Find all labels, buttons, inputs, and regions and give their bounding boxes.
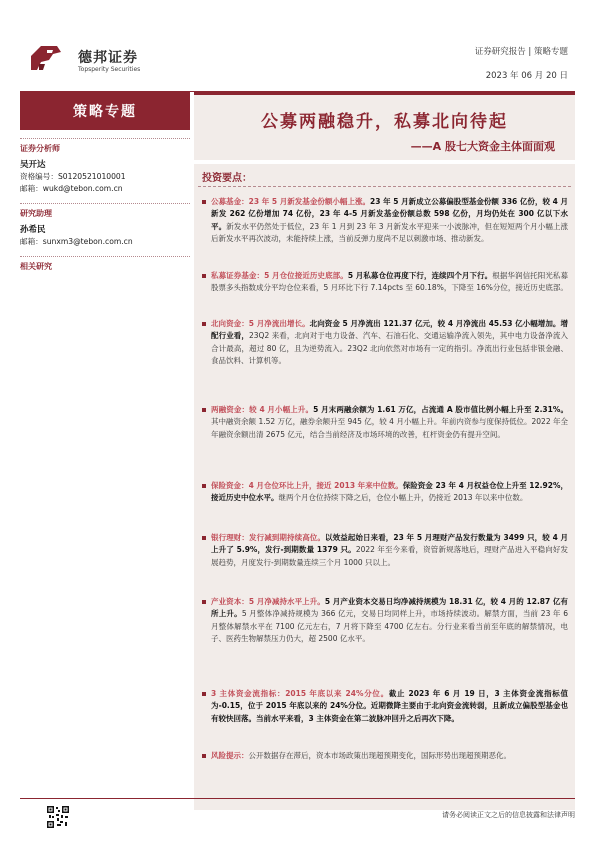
- bullet-icon: [202, 484, 206, 488]
- point-text: 新发水平仍然处于低位，23 年 1 月到 23 年 3 月新发水平迎来一小波脉冲，但在短短两个月小幅上涨后新发水平再次波动，未能持续上涨，当前反弹力度尚不足以刺激市场、推动新发。: [211, 221, 568, 243]
- point-text: 根据华润信托阳光私募股票多头指数成分平均仓位来看，5 月环比下行 7.14pcts 至 60.18%，下降至 16%分位，接近历史底部。: [211, 271, 568, 293]
- point-item: [202, 480, 568, 505]
- report-date: 2023 年 06 月 20 日: [485, 71, 568, 81]
- point-highlight: 公募基金：23 年 5 月新发基金份额小幅上涨。: [211, 197, 371, 206]
- related-section: [20, 256, 190, 272]
- point-item: [202, 750, 568, 762]
- analyst-name: 吴开达: [20, 160, 46, 170]
- sidebar-title-box: [20, 92, 190, 130]
- point-emphasis: 截止 2023 年 6 月 19 日，3 主体资金流指标值为-0.15，位于 2015 年底以来的 24%分位。近期微降主要由于北向资金流转弱，且新成立偏股型基金也有较快回落。当前水平来看，3 主体资金在第二波脉冲回升之后再次下降。: [211, 689, 568, 723]
- bullet-icon: [202, 692, 206, 696]
- logo-english-name: Topsperity Securities: [78, 66, 141, 73]
- point-item: [202, 196, 568, 245]
- point-highlight: 风险提示：: [211, 751, 249, 760]
- assistant-heading: 研究助理: [20, 209, 52, 218]
- point-text: 23Q2 来看，北向对于电力设备、汽车、石油石化、交通运输净流入领先，其中电力设备净流入合计最高，超过 80 亿，且为逆势流入。23Q2 北向依然对市场有一定的指引。净流出行业包括非银金融、食品饮料、计算机等。: [211, 331, 568, 365]
- bullet-icon: [202, 200, 206, 204]
- point-text: 其中融资余额 1.52 万亿，融券余额升至 945 亿，较 4 月小幅上升。年前内资参与度保持低位。2022 年全年融资余额出清 2675 亿元，结合当前经济及市场环境的改善，杠杆资金仍有提升空间。: [211, 417, 568, 439]
- point-item: [202, 318, 568, 367]
- point-highlight: 私募证券基金：5 月仓位接近历史底部。: [211, 271, 348, 280]
- point-item: [202, 688, 568, 725]
- point-text: 2022 年至今来看，资管新规落地后，理财产品进入平稳向好发展趋势，月度发行-到期数量连续三个月 1000 只以上。: [211, 545, 568, 567]
- points-heading: 投资要点：: [202, 173, 252, 184]
- analyst-heading: 证券分析师: [20, 144, 60, 153]
- point-highlight: 两融资金：较 4 月小幅上升。: [211, 405, 314, 414]
- footer-divider: [20, 798, 575, 799]
- point-emphasis: 5 月末两融余额为 1.61 万亿，占流通 A 股市值比例小幅上升至 2.31%。: [313, 405, 568, 414]
- title-band: [194, 92, 575, 160]
- point-highlight: 3 主体资金流指标：2015 年底以来 24%分位。: [211, 689, 389, 698]
- assistant-name: 孙希民: [20, 225, 46, 235]
- point-emphasis: 以效益起始日来看，23 年 5 月理财产品发行数量为 3499 只，较 4 月上升了 5.9%，发行-到期数量 1379 只。: [211, 533, 569, 555]
- bullet-icon: [202, 600, 206, 604]
- point-item: [202, 270, 568, 295]
- point-emphasis: 5 月私募仓位再度下行，连续四个月下行。: [347, 271, 493, 280]
- bullet-icon: [202, 322, 206, 326]
- bullet-icon: [202, 536, 206, 540]
- analyst-cert: 资格编号：S0120521010001: [20, 172, 126, 181]
- point-item: [202, 404, 568, 441]
- sidebar: [20, 92, 190, 810]
- bullet-icon: [202, 274, 206, 278]
- qr-code-icon: [46, 805, 70, 829]
- main-title: 公募两融稳升，私募北向待起: [261, 112, 508, 132]
- sidebar-title: 策略专题: [73, 104, 137, 120]
- points-divider: [198, 186, 571, 187]
- assistant-section: [20, 203, 190, 248]
- point-highlight: 银行理财：发行减到期持续高位。: [211, 533, 325, 542]
- investment-points: [194, 164, 575, 810]
- point-emphasis: 5 月产业资本交易日均净减持规模为 18.31 亿，较 4 月的 12.87 亿有所上升。: [211, 597, 568, 619]
- assistant-email: 邮箱：sunxm3@tebon.com.cn: [20, 237, 133, 246]
- bullet-icon: [202, 754, 206, 758]
- bullet-icon: [202, 408, 206, 412]
- point-highlight: 北向资金：5 月净流出增长。: [211, 319, 310, 328]
- sub-title: ——A 股七大资金主体面面观: [410, 140, 555, 153]
- point-item: [202, 532, 568, 569]
- report-header: [20, 38, 575, 88]
- logo-chinese-name: 德邦证券: [78, 50, 138, 66]
- point-highlight: 产业资本：5 月净减持水平上升。: [211, 597, 325, 606]
- point-text: 公开数据存在滞后，资本市场政策出现超预期变化，国际形势出现超预期恶化。: [248, 751, 511, 760]
- main-content: [194, 92, 575, 760]
- point-emphasis: 北向资金 5 月净流出 121.37 亿元，较 4 月净流出 45.53 亿小幅增加。增配行业看，: [211, 319, 568, 341]
- point-highlight: 保险资金：4 月仓位环比上升，接近 2013 年来中位数。: [211, 481, 403, 490]
- point-emphasis: 23 年 5 月新成立公募偏股型基金份额 336 亿份，较 4 月新发 262 亿份增加 74 亿份，23 年 4-5 月新发基金份额总数 598 亿份，月均仍处在 300 亿以下水平。: [211, 197, 568, 231]
- related-heading: 相关研究: [20, 262, 52, 271]
- tebon-logo-icon: [27, 42, 65, 74]
- analyst-section: [20, 138, 190, 195]
- footer-disclaimer: 请务必阅读正文之后的信息披露和法律声明: [442, 811, 575, 819]
- point-text: 继两个月仓位持续下降之后，仓位小幅上升，仍接近 2013 年以来中位数。: [278, 493, 528, 503]
- point-emphasis: 保险资金 23 年 4 月权益仓位上升至 12.92%，接近历史中位水平。: [211, 481, 568, 503]
- point-text: 5 月整体净减持规模为 366 亿元，交易日均同样上升，市场持续波动。解禁方面，当前 23 年 6 月整体解禁水平在 7100 亿元左右，7 月将下降至 4700 亿左右。分行业来看当前至年底的解禁情况，电子、医药生物解禁压力仍大，超 2500 亿水平。: [211, 609, 568, 643]
- point-item: [202, 596, 568, 645]
- analyst-email: 邮箱：wukd@tebon.com.cn: [20, 184, 123, 193]
- report-type: 证券研究报告 | 策略专题: [474, 47, 568, 57]
